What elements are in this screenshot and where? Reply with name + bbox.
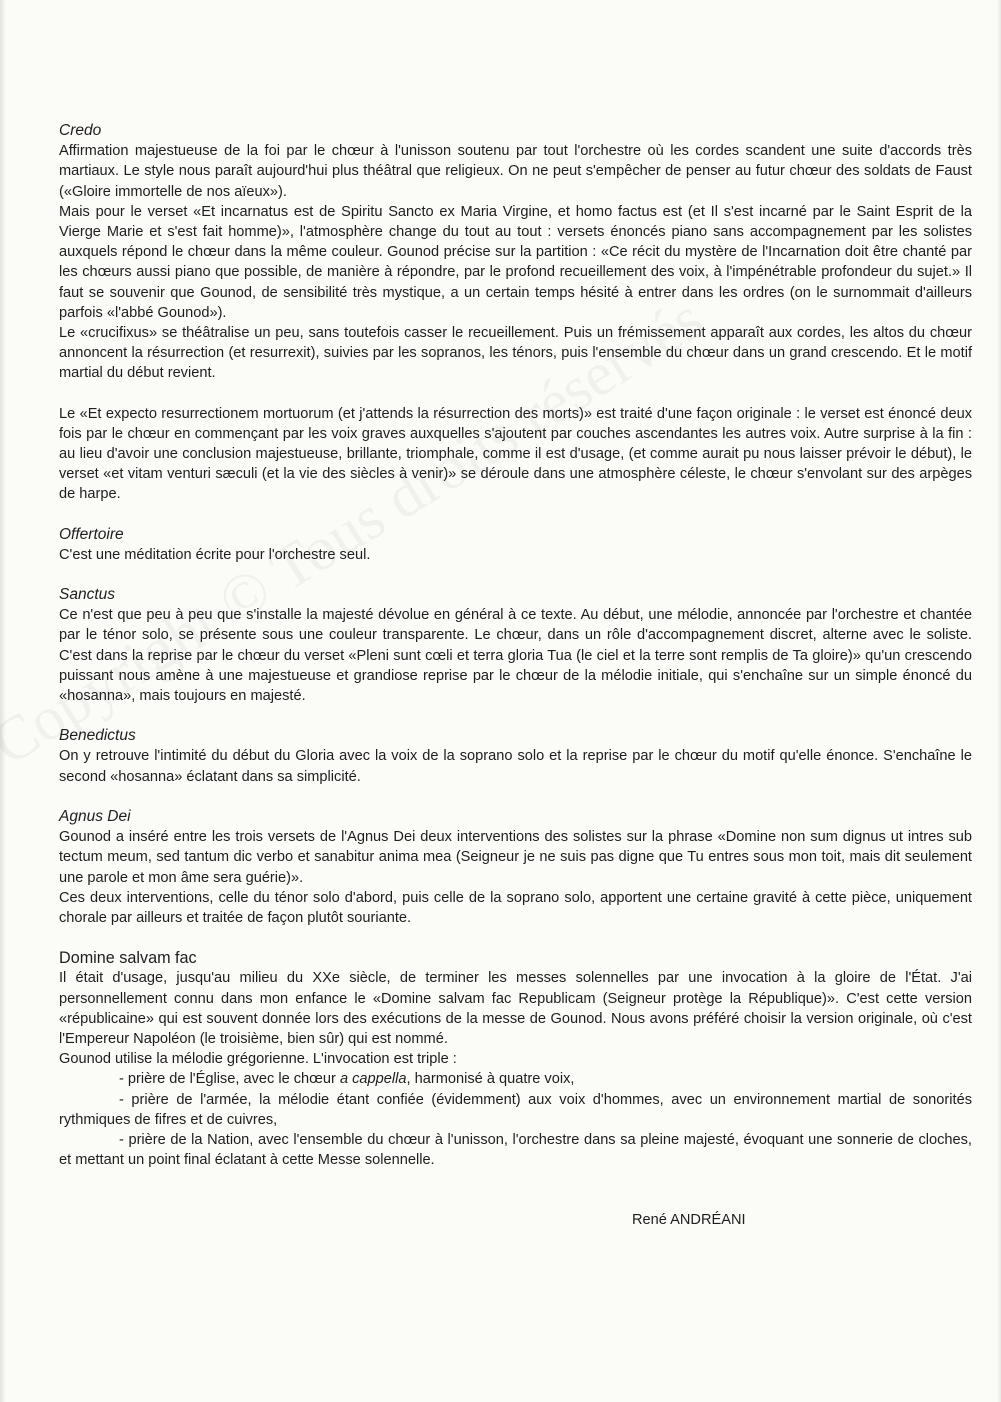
section-benedictus <box>59 726 972 787</box>
domine-paragraph-2: Gounod utilise la mélodie grégorienne. L'invocation est triple : <box>59 1051 457 1068</box>
heading-offertoire: Offertoire <box>59 525 124 543</box>
section-offertoire <box>59 525 972 565</box>
invocation-item-1 <box>59 1069 972 1089</box>
section-agnus-dei <box>59 807 972 928</box>
agnus-paragraph-1: Gounod a inséré entre les trois versets de l'Agnus Dei deux interventions des solistes sur la phrase «Domine non sum dignus ut intres sub tectum meum, sed tantum dic verbo et sanabitur anima mea (Seigneur je ne suis pas digne que Tu entres sous mon toit, mais dit seulement une parole et mon âme sera guérie)». <box>59 829 972 886</box>
heading-benedictus: Benedictus <box>59 727 136 745</box>
sanctus-paragraph: Ce n'est que peu à peu que s'installe la majesté dévolue en général à ce texte. Au début, une mélodie, annoncée par l'orchestre et chantée par le ténor solo, se présente sous une couleur transparente. Le chœur, dans un rôle d'accompagnement discret, alterne avec le soliste. C'est dans la reprise par le chœur du verset «Pleni sunt cœli et terra gloria Tua (le ciel et la terre sont remplis de Ta gloire)» qu'un crescendo puissant nous amène à une majestueuse et grandiose reprise par le chœur de la mélodie initiale, qui s'enchaîne sur un simple énoncé du «hosanna», mais toujours en majesté. <box>59 607 972 705</box>
heading-agnus-dei: Agnus Dei <box>59 807 131 825</box>
invocation-item-2: - prière de l'armée, la mélodie étant confiée (évidemment) aux voix d'hommes, avec un environnement martial de sonorités rythmiques de fifres et de cuivres, <box>59 1091 972 1128</box>
heading-sanctus: Sanctus <box>59 586 116 604</box>
scan-edge-left <box>0 0 6 1402</box>
heading-credo: Credo <box>59 122 102 139</box>
heading-domine-salvam-fac: Domine salvam fac <box>59 949 197 968</box>
domine-paragraph-1: Il était d'usage, jusqu'au milieu du XXe siècle, de terminer les messes solennelles par une invocation à la gloire de l'État. J'ai personnellement connu dans mon enfance le «Domine salvam fac Republicam (Seigneur protège la République)». C'est cette version «républicaine» qui est souvent donnée lors des exécutions de la messe de Gounod. Nous avons préféré choisir la version originale, où c'est l'Empereur Napoléon (le troisième, bien sûr) qui est nommé. <box>59 970 972 1047</box>
credo-paragraph-2: Mais pour le verset «Et incarnatus est de Spiritu Sancto ex Maria Virgine, et homo factus est (et Il s'est incarné par le Saint Esprit de la Vierge Marie et s'est fait homme)», l'atmosphère change du tout au tout : versets énoncés piano sans accompagnement par les solistes auxquels répond le chœur dans la même couleur. Gounod précise sur la partition : «Ce récit du mystère de l'Incarnation doit être chanté par les chœurs aussi piano que possible, de manière à répondre, par le profond recueillement des voix, à l'impénétrable profondeur du sujet.» Il faut se souvenir que Gounod, de sensibilité très mystique, a un certain temps hésité à entrer dans les ordres (on le surnommait d'ailleurs parfois «l'abbé Gounod»). <box>59 203 972 321</box>
offertoire-paragraph: C'est une méditation écrite pour l'orchestre seul. <box>59 546 371 563</box>
credo-paragraph-4: Le «Et expecto resurrectionem mortuorum (et j'attends la résurrection des morts)» est traité d'une façon originale : le verset est énoncé deux fois par le chœur en commençant par les voix graves auxquelles s'ajoutent par couches ascendantes les autres voix. Autre surprise à la fin : au lieu d'avoir une conclusion majestueuse, brillante, triomphale, comme il est d'usage, (et comme aurait pu nous laisser prévoir le début), le verset «et vitam venturi sæculi (et la vie des siècles à venir)» se déroule dans une atmosphère céleste, le chœur s'envolant sur des arpèges de harpe. <box>59 405 972 503</box>
benedictus-paragraph: On y retrouve l'intimité du début du Gloria avec la voix de la soprano solo et la reprise par le chœur du motif qu'elle énonce. S'enchaîne le second «hosanna» éclatant dans sa simplicité. <box>59 748 972 785</box>
document-body <box>59 121 972 1170</box>
section-credo <box>59 121 972 505</box>
invocation-item-1-prefix: - prière de l'Église, avec le chœur <box>119 1071 340 1088</box>
agnus-paragraph-2: Ces deux interventions, celle du ténor solo d'abord, puis celle de la soprano solo, apportent une certaine gravité à cette pièce, uniquement chorale par ailleurs et traitée de façon plutôt souriante. <box>59 889 972 926</box>
invocation-item-1-suffix: , harmonisé à quatre voix, <box>406 1071 575 1088</box>
credo-paragraph-3: Le «crucifixus» se théâtralise un peu, sans toutefois casser le recueillement. Puis un frémissement apparaît aux cordes, les altos du chœur annoncent la résurrection (et resurrexit), suivies par les sopranos, les ténors, puis l'ensemble du chœur dans un grand crescendo. Et le motif martial du début revient. <box>59 325 972 382</box>
invocation-item-3: - prière de la Nation, avec l'ensemble du chœur à l'unisson, l'orchestre dans sa pleine majesté, évoquant une sonnerie de cloches, et mettant un point final éclatant à cette Messe solennelle. <box>59 1131 972 1169</box>
invocation-item-1-italic: a cappella <box>339 1071 407 1088</box>
section-domine-salvam-fac <box>59 948 972 1170</box>
section-sanctus <box>59 585 972 706</box>
scan-edge-right <box>997 0 1001 1402</box>
author-signature: René ANDRÉANI <box>632 1212 746 1228</box>
credo-paragraph-1: Affirmation majestueuse de la foi par le chœur à l'unisson soutenu par tout l'orchestre où les cordes scandent une suite d'accords très martiaux. Le style nous paraît aujourd'hui plus théâtral que religieux. On ne peut s'empêcher de penser au futur chœur des soldats de Faust («Gloire immortelle de nos aïeux»). <box>59 143 972 200</box>
